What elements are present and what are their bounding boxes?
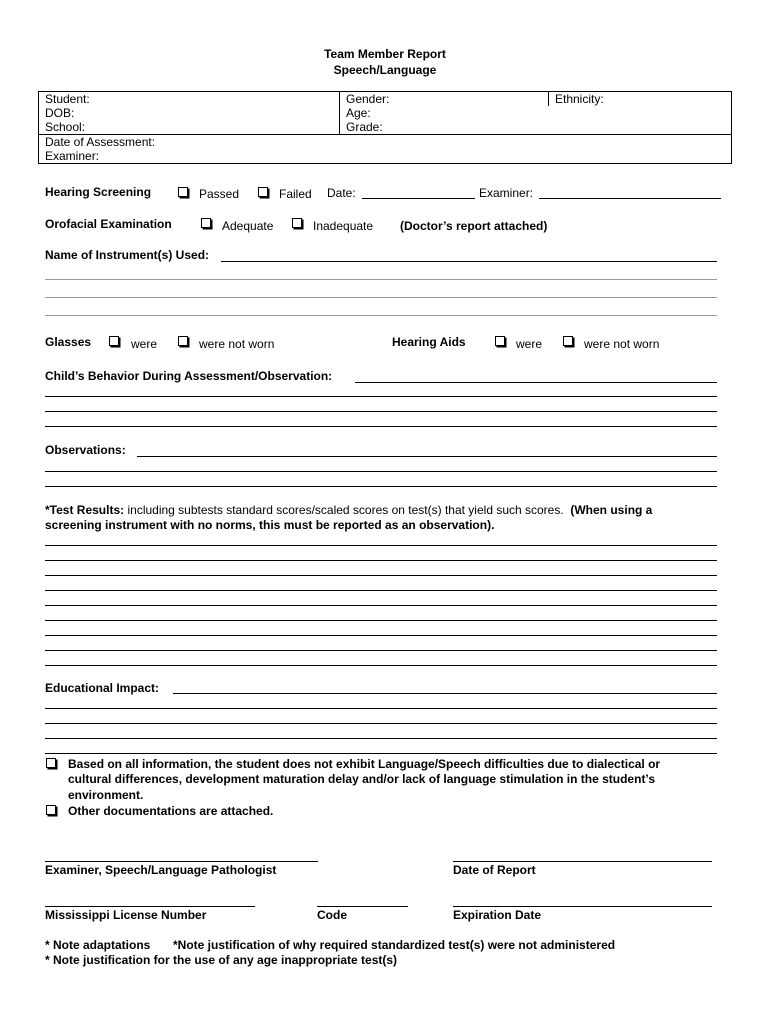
hearing-date-label: Date:: [327, 186, 356, 200]
age-field[interactable]: Age:: [340, 106, 732, 120]
hearing-date-line[interactable]: [362, 198, 475, 199]
license-number-label: Mississippi License Number: [45, 908, 207, 922]
hearing-aids-were-label: were: [516, 337, 543, 351]
educational-impact-line-3[interactable]: [45, 723, 717, 724]
failed-checkbox[interactable]: [258, 187, 268, 197]
inadequate-checkbox[interactable]: [292, 218, 302, 228]
footnote-age-inappropriate: * Note justification for the use of any age inappropriate test(s): [45, 953, 398, 967]
glasses-were-checkbox[interactable]: [109, 336, 119, 346]
instruments-label: Name of Instrument(s) Used:: [45, 248, 210, 262]
educational-impact-line-2[interactable]: [45, 708, 717, 709]
gender-field[interactable]: Gender:: [340, 92, 549, 107]
glasses-label: Glasses: [45, 335, 92, 349]
educational-impact-line-4[interactable]: [45, 738, 717, 739]
test-results-line-8[interactable]: [45, 650, 717, 651]
date-of-report-line[interactable]: [453, 861, 712, 862]
date-of-report-label: Date of Report: [453, 863, 536, 877]
observations-line-3[interactable]: [45, 486, 717, 487]
instruments-line-1[interactable]: [221, 261, 717, 262]
failed-label: Failed: [279, 187, 312, 201]
test-results-line-4[interactable]: [45, 590, 717, 591]
behavior-line-3[interactable]: [45, 411, 717, 412]
test-results-description: including subtests standard scores/scaled scores on test(s) that yield such scores.: [124, 503, 571, 517]
behavior-line-1[interactable]: [355, 382, 717, 383]
behavior-line-2[interactable]: [45, 396, 717, 397]
behavior-line-4[interactable]: [45, 426, 717, 427]
examiner-signature-line[interactable]: [45, 861, 318, 862]
footnote-justification: *Note justification of why required standardized test(s) were not administered: [173, 938, 616, 952]
passed-checkbox[interactable]: [178, 187, 188, 197]
test-results-line-1[interactable]: [45, 545, 717, 546]
hearing-examiner-line[interactable]: [539, 198, 721, 199]
educational-impact-label: Educational Impact:: [45, 681, 160, 695]
form-title: Team Member Report: [324, 47, 446, 61]
expiration-date-label: Expiration Date: [453, 908, 542, 922]
hearing-aids-were-not-checkbox[interactable]: [563, 336, 573, 346]
examiner-signature-label: Examiner, Speech/Language Pathologist: [45, 863, 277, 877]
examiner-field[interactable]: Examiner:: [39, 149, 732, 164]
expiration-date-line[interactable]: [453, 906, 712, 907]
test-results-line-9[interactable]: [45, 665, 717, 666]
footnote-adaptations: * Note adaptations: [45, 938, 151, 952]
educational-impact-line-5[interactable]: [45, 753, 717, 754]
other-docs-label: Other documentations are attached.: [68, 804, 274, 818]
adequate-checkbox[interactable]: [201, 218, 211, 228]
test-results-line-2[interactable]: [45, 560, 717, 561]
behavior-label: Child’s Behavior During Assessment/Observation:: [45, 369, 333, 383]
test-results-line-5[interactable]: [45, 605, 717, 606]
hearing-aids-were-not-label: were not worn: [584, 337, 660, 351]
instruments-line-4[interactable]: [45, 315, 717, 316]
no-difficulties-checkbox[interactable]: [46, 758, 56, 768]
no-difficulties-line-2: cultural differences, development maturation delay and/or lack of language stimulation in the student’s: [68, 772, 655, 786]
orofacial-label: Orofacial Examination: [45, 217, 172, 231]
passed-label: Passed: [199, 187, 240, 201]
test-results-note-1: (When using a: [570, 503, 653, 517]
form-subtitle: Speech/Language: [333, 63, 437, 77]
hearing-aids-label: Hearing Aids: [392, 335, 466, 349]
ethnicity-field[interactable]: Ethnicity:: [549, 92, 732, 107]
student-info-table: [38, 91, 732, 164]
license-number-line[interactable]: [45, 906, 255, 907]
date-of-assessment-field[interactable]: Date of Assessment:: [39, 135, 732, 150]
test-results-line-6[interactable]: [45, 620, 717, 621]
instruments-line-2[interactable]: [45, 279, 717, 280]
educational-impact-line-1[interactable]: [173, 693, 717, 694]
school-field[interactable]: School:: [39, 120, 340, 135]
hearing-screening-label: Hearing Screening: [45, 185, 152, 199]
observations-line-1[interactable]: [137, 456, 717, 457]
grade-field[interactable]: Grade:: [340, 120, 732, 135]
other-docs-checkbox[interactable]: [46, 805, 56, 815]
test-results-note-2: screening instrument with no norms, this must be reported as an observation).: [45, 518, 495, 532]
student-field[interactable]: Student:: [39, 92, 340, 107]
inadequate-label: Inadequate: [313, 219, 374, 233]
hearing-examiner-label: Examiner:: [479, 186, 534, 200]
test-results-label: *Test Results:: [45, 503, 125, 517]
code-label: Code: [317, 908, 347, 922]
observations-line-2[interactable]: [45, 471, 717, 472]
doctors-report-note: (Doctor’s report attached): [400, 219, 548, 233]
test-results-line-7[interactable]: [45, 635, 717, 636]
dob-field[interactable]: DOB:: [39, 106, 340, 120]
glasses-were-label: were: [131, 337, 158, 351]
hearing-aids-were-checkbox[interactable]: [495, 336, 505, 346]
test-results-text: [45, 503, 652, 517]
no-difficulties-line-1: Based on all information, the student does not exhibit Language/Speech difficulties due to dialectical or: [68, 757, 661, 771]
no-difficulties-line-3: environment.: [68, 788, 144, 802]
glasses-were-not-label: were not worn: [199, 337, 275, 351]
observations-label: Observations:: [45, 443, 126, 457]
test-results-line-3[interactable]: [45, 575, 717, 576]
adequate-label: Adequate: [222, 219, 274, 233]
code-line[interactable]: [317, 906, 408, 907]
instruments-line-3[interactable]: [45, 297, 717, 298]
glasses-were-not-checkbox[interactable]: [178, 336, 188, 346]
